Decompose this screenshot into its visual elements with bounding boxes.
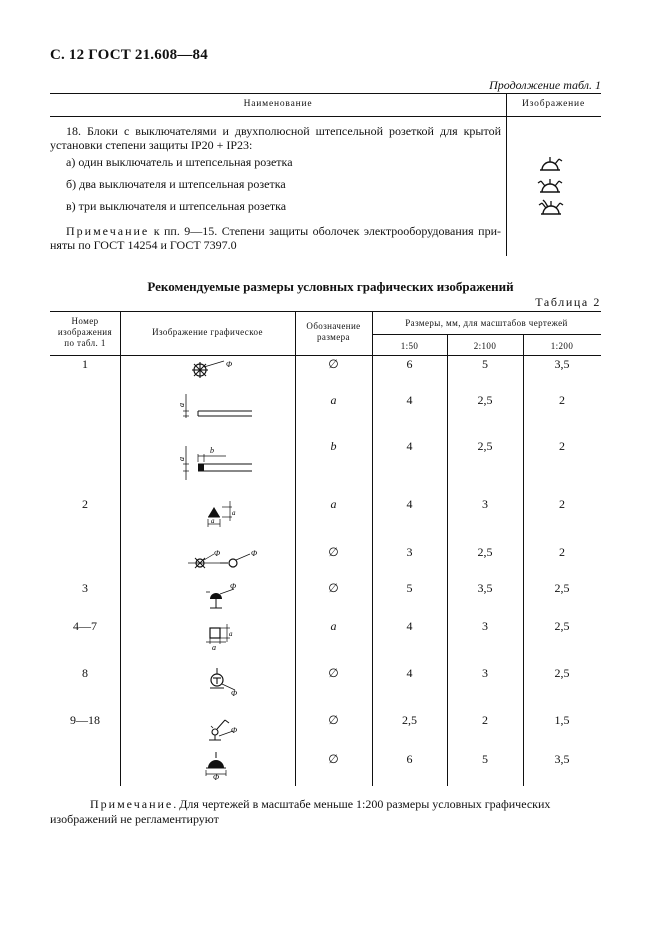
dimension-label: Φ — [214, 549, 221, 558]
row-value-1-200: 3,5 — [554, 357, 570, 371]
dimension-label: a — [212, 643, 216, 652]
row-value-2-100: 2,5 — [477, 545, 493, 559]
table2-scale-header: 1:50 — [400, 341, 419, 351]
row-value-2-100: 3 — [482, 497, 488, 511]
row-designation: ∅ — [328, 752, 339, 766]
table1-continuation-label: Продолжение табл. 1 — [489, 78, 601, 92]
table1-note-text: к пп. 9—15. Степени защиты оболочек электрооборудования при- — [149, 224, 501, 238]
row-number: 3 — [82, 581, 88, 595]
table2-col-graphic-header: Изображение графическое — [152, 327, 263, 337]
row-designation: ∅ — [328, 357, 339, 371]
table2-label: Таблица 2 — [535, 295, 601, 309]
row-value-1-50: 4 — [406, 497, 413, 511]
socket-symbol-icon — [204, 583, 254, 613]
table2-scale-header: 1:200 — [550, 341, 574, 351]
table2-note-text: . Для чертежей в масштабе меньше 1:200 размеры условных графических изображений не регламентируют — [50, 797, 551, 826]
large-socket-symbol-icon — [202, 750, 242, 780]
dimension-label: Φ — [251, 549, 258, 558]
dimension-label: a — [177, 457, 186, 461]
row-value-1-50: 2,5 — [402, 713, 417, 727]
row-value-1-50: 4 — [406, 393, 413, 407]
item-18-sub-a: а) один выключатель и штепсельная розетка — [66, 155, 293, 169]
row-value-2-100: 2,5 — [477, 393, 493, 407]
item-18-line1: 18. Блоки с выключателями и двухполюсной штепсельной розеткой для крытой — [66, 124, 501, 138]
row-designation: ∅ — [328, 581, 339, 595]
crossed-and-open-circles-icon — [188, 550, 268, 574]
dimension-label: a — [229, 630, 233, 638]
table1-col-name-header: Наименование — [243, 99, 313, 109]
row-designation: a — [330, 497, 337, 511]
row-value-1-200: 2,5 — [554, 666, 570, 680]
table2-scale-header: 2:100 — [473, 341, 497, 351]
dimension-label: a — [177, 403, 186, 407]
dimension-label: Φ — [226, 360, 233, 369]
table1-note-label: Примечание — [66, 224, 150, 238]
table2-title: Рекомендуемые размеры условных графических изображений — [147, 279, 514, 294]
row-number: 8 — [82, 666, 88, 680]
row-designation: ∅ — [328, 713, 339, 727]
row-value-2-100: 3,5 — [477, 581, 493, 595]
outlet-two-switches-icon — [538, 177, 566, 197]
cable-line-icon — [178, 392, 258, 422]
table1-note-line1 — [66, 224, 501, 239]
table1-note-line2: няты по ГОСТ 14254 и ГОСТ 7397.0 — [50, 238, 237, 252]
row-value-1-50: 6 — [406, 357, 413, 371]
table2-col-number-header: Номер изображения по табл. 1 — [57, 316, 113, 348]
fixture-crossed-circle-icon — [180, 358, 240, 380]
row-designation: ∅ — [328, 545, 339, 559]
item-18-sub-c: в) три выключателя и штепсельная розетка — [66, 199, 287, 213]
item-18-line2: установки степени защиты IP20 + IP23: — [50, 138, 253, 152]
row-value-1-200: 2 — [559, 393, 565, 407]
table2-divider-1 — [120, 311, 121, 786]
table2-sizes-subrule — [372, 334, 601, 335]
table2-header-rule — [50, 355, 601, 356]
dimension-label: a — [232, 509, 236, 517]
table2-col-sizes-header: Размеры, мм, для масштабов чертежей — [405, 318, 568, 328]
row-number: 1 — [82, 357, 88, 371]
dimension-label: Φ — [231, 726, 238, 735]
row-value-1-200: 2,5 — [554, 619, 570, 633]
row-value-2-100: 3 — [482, 619, 488, 633]
small-switch-symbol-icon — [203, 714, 253, 744]
table2-note-label: Примечание — [90, 797, 174, 811]
row-number: 9—18 — [70, 713, 100, 727]
row-designation: a — [330, 393, 337, 407]
row-number: 2 — [82, 497, 88, 511]
circle-with-t-symbol-icon — [205, 666, 255, 700]
page-header: С. 12 ГОСТ 21.608—84 — [50, 47, 208, 63]
dimension-label: a — [211, 517, 215, 525]
cable-line-with-block-icon — [178, 442, 258, 482]
filled-triangle-symbol-icon — [200, 497, 250, 531]
table1-header-rule — [50, 116, 601, 117]
row-value-1-50: 4 — [406, 439, 413, 453]
row-value-1-200: 2,5 — [554, 581, 570, 595]
table1-top-rule — [50, 93, 601, 94]
dimension-label: Φ — [231, 689, 238, 698]
row-value-2-100: 2,5 — [477, 439, 493, 453]
table1-column-divider — [506, 93, 507, 256]
row-value-1-200: 3,5 — [554, 752, 570, 766]
row-value-2-100: 2 — [482, 713, 488, 727]
row-value-1-50: 5 — [406, 581, 413, 595]
item-18-sub-b: б) два выключателя и штепсельная розетка — [66, 177, 286, 191]
row-value-1-200: 2 — [559, 439, 565, 453]
row-value-1-50: 6 — [406, 752, 413, 766]
table2-note — [50, 797, 601, 827]
row-designation: a — [330, 619, 337, 633]
row-value-1-50: 4 — [406, 666, 413, 680]
dimension-label: b — [210, 446, 214, 455]
square-box-symbol-icon — [202, 622, 252, 654]
row-value-2-100: 3 — [482, 666, 488, 680]
row-value-2-100: 5 — [482, 357, 488, 371]
outlet-one-switch-icon — [538, 155, 566, 175]
table2-top-rule — [50, 311, 601, 312]
row-value-1-50: 4 — [406, 619, 413, 633]
row-value-1-200: 2 — [559, 497, 565, 511]
row-value-1-200: 1,5 — [554, 713, 570, 727]
row-value-1-200: 2 — [559, 545, 565, 559]
row-number: 4—7 — [73, 619, 97, 633]
table2-col-designation-header: Обозначение размера — [306, 321, 361, 342]
outlet-three-switches-icon — [538, 199, 568, 219]
row-value-1-50: 3 — [406, 545, 413, 559]
table1-col-image-header: Изображение — [522, 99, 585, 109]
row-value-2-100: 5 — [482, 752, 488, 766]
dimension-label: Φ — [213, 773, 220, 782]
row-designation: b — [330, 439, 337, 453]
dimension-label: Φ — [230, 582, 237, 591]
row-designation: ∅ — [328, 666, 339, 680]
